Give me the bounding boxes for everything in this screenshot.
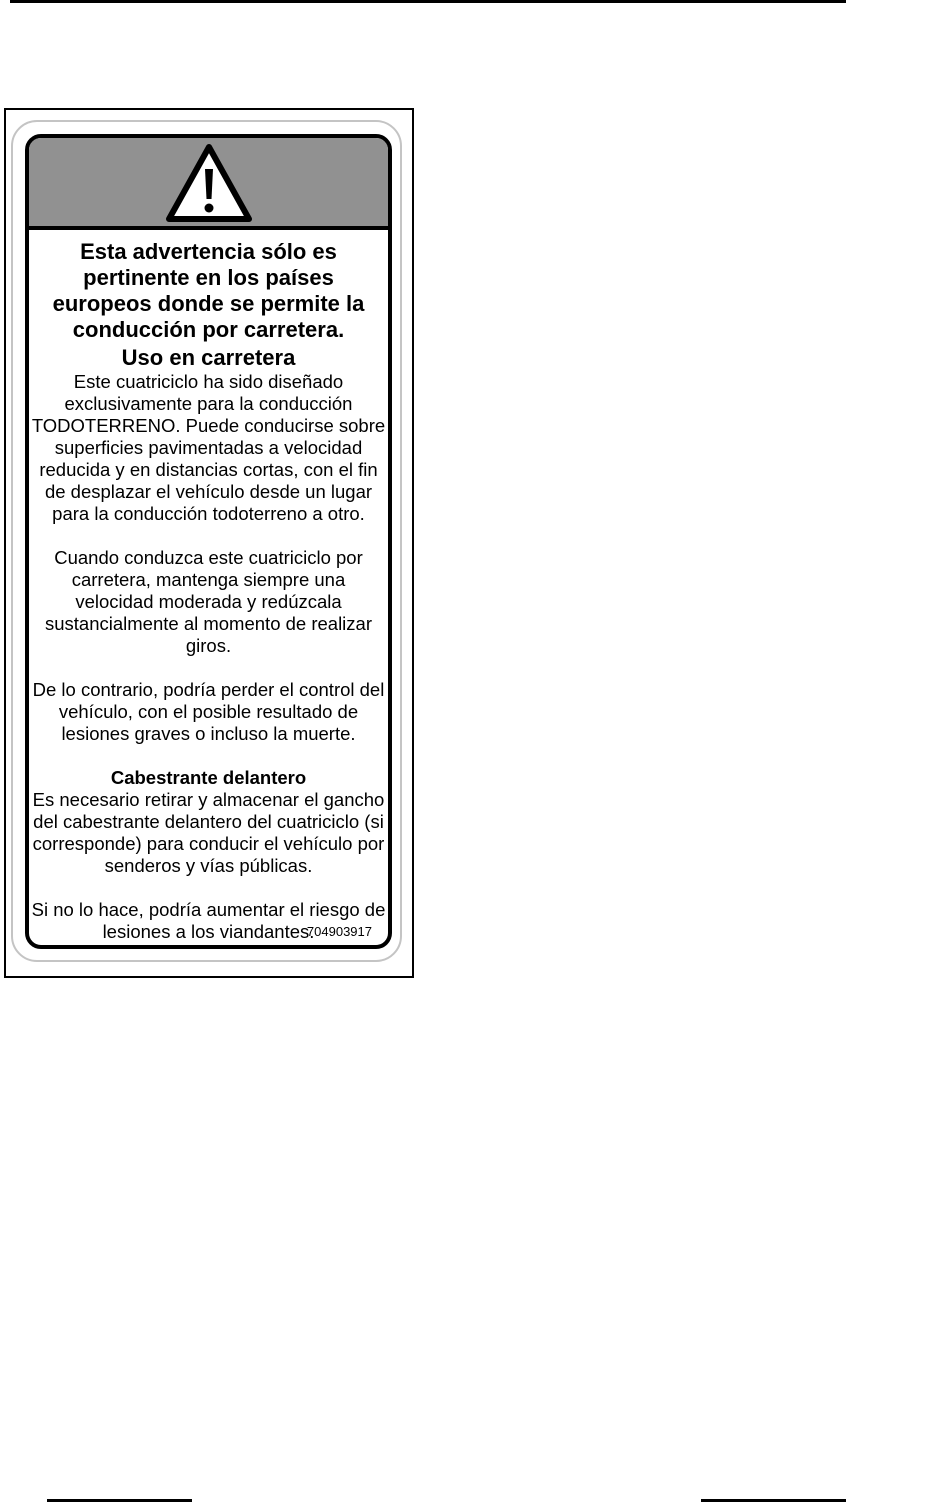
- winch-heading: Cabestrante delantero: [110, 767, 307, 788]
- part-number: 704903917: [306, 924, 372, 939]
- label-image-frame: [4, 108, 414, 978]
- bottom-rule-right: [701, 1499, 846, 1502]
- warning-label: [25, 134, 392, 949]
- bottom-rule-left: [47, 1499, 192, 1502]
- label-header: [29, 138, 388, 230]
- paragraph-3: De lo contrario, podría perder el control del vehículo, con el posible resultado de lesiones graves o incluso la muerte.: [32, 679, 385, 744]
- paragraph-5: Si no lo hace, podría aumentar el riesgo de lesiones a los viandantes.: [31, 899, 386, 942]
- paragraph-4: Es necesario retirar y almacenar el gancho del cabestrante delantero del cuatriciclo (si corresponde) para conducir el vehículo por senderos y vías públicas.: [32, 789, 385, 876]
- label-title: Esta advertencia sólo es pertinente en los países europeos donde se permite la conducción por carretera.: [52, 239, 365, 342]
- paragraph-1: Este cuatriciclo ha sido diseñado exclusivamente para la conducción TODOTERRENO. Puede conducirse sobre superficies pavimentadas a velocidad reducida y en distancias cortas, con el fin de desplazar el vehículo desde un lugar para la conducción todoterreno a otro.: [31, 371, 386, 524]
- warning-triangle-icon: [165, 143, 253, 223]
- top-rule: [10, 0, 846, 3]
- label-body: [29, 230, 388, 943]
- section-heading: Uso en carretera: [121, 345, 296, 370]
- paragraph-2: Cuando conduzca este cuatriciclo por carretera, mantenga siempre una velocidad moderada y redúzcala sustancialmente al momento de realizar giros.: [45, 547, 372, 656]
